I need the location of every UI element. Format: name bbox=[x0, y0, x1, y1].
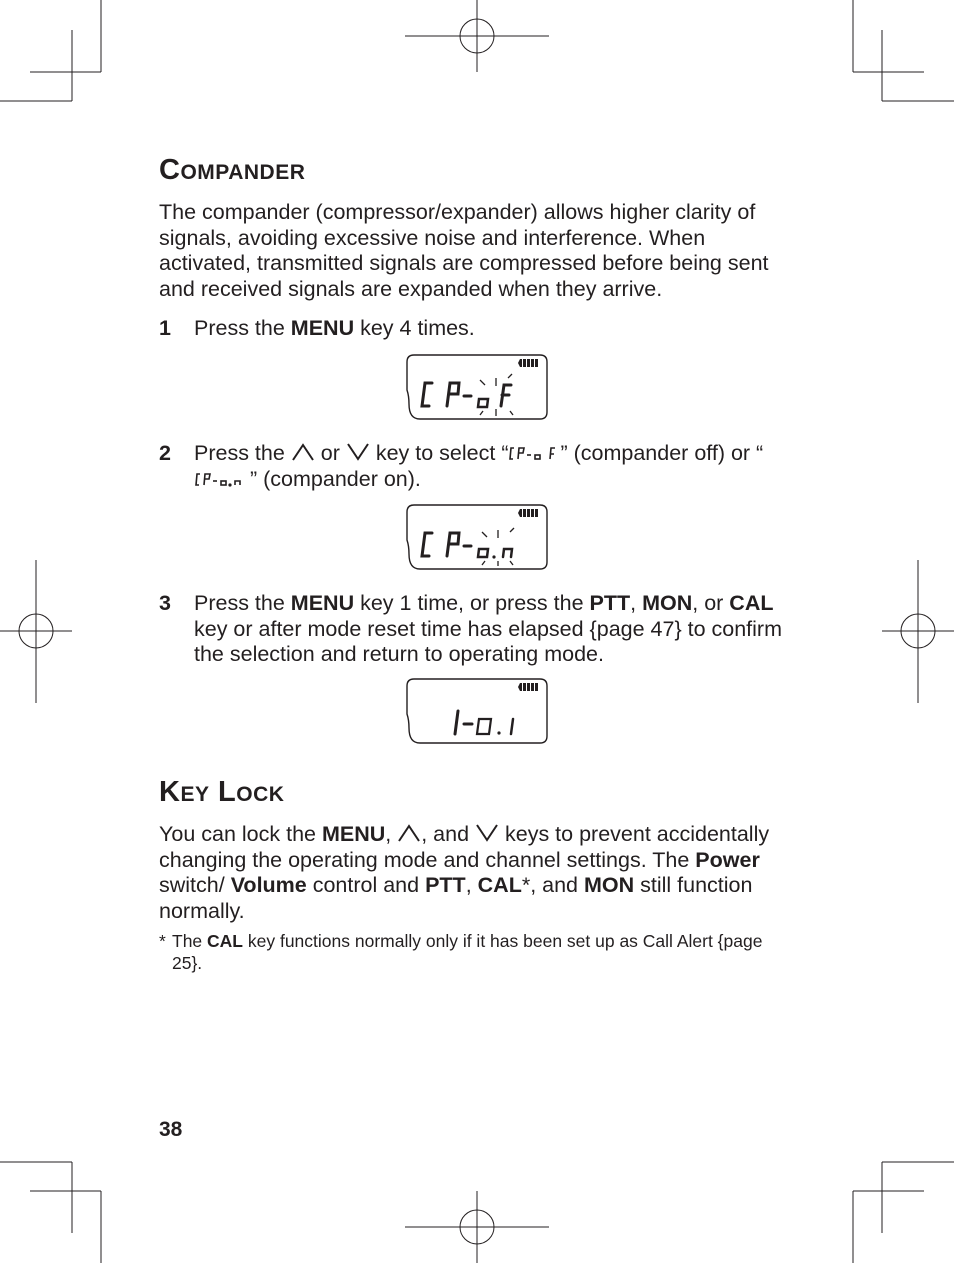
lcd-display-operating-mode bbox=[406, 678, 548, 744]
key-lock-description: You can lock the MENU, , and keys to prevent accidentally changing the operating mode and channel settings. The Power switch/ Volume control and PTT, CAL*, and MON still function normally. bbox=[159, 822, 770, 923]
key-lock-heading: KEY LOCK bbox=[159, 776, 285, 808]
lcd-text-compander-on bbox=[194, 472, 250, 488]
step-3: 3 Press the MENU key 1 time, or press the PTT, MON, or CAL key or after mode reset time has elapsed {page 47} to confirm the selection and return to operating mode. bbox=[159, 591, 782, 666]
chevron-up-icon bbox=[397, 823, 421, 843]
compander-heading: COMPANDER bbox=[159, 154, 306, 186]
compander-intro: The compander (compressor/expander) allows higher clarity of signals, avoiding excessive noise and interference. When activated, transmitted signals are compressed before being sent and received signals are expanded when they arrive. bbox=[159, 200, 769, 301]
lcd-text-compander-off bbox=[508, 446, 560, 462]
battery-icon bbox=[518, 509, 538, 517]
chevron-down-icon bbox=[346, 442, 370, 462]
chevron-up-icon bbox=[291, 442, 315, 462]
step-2: 2 Press the or key to select “ ” (compander off) or “” (compander on). bbox=[159, 441, 764, 491]
lcd-display-compander-on bbox=[406, 504, 548, 570]
chevron-down-icon bbox=[475, 823, 499, 843]
lcd-display-compander-off bbox=[406, 354, 548, 420]
battery-icon bbox=[518, 683, 538, 691]
footnote: * The CAL key functions normally only if it has been set up as Call Alert {page 25}. bbox=[159, 931, 763, 973]
step-1: 1 Press the MENU key 4 times. bbox=[159, 316, 475, 340]
battery-icon bbox=[518, 359, 538, 367]
page-number: 38 bbox=[159, 1118, 183, 1141]
